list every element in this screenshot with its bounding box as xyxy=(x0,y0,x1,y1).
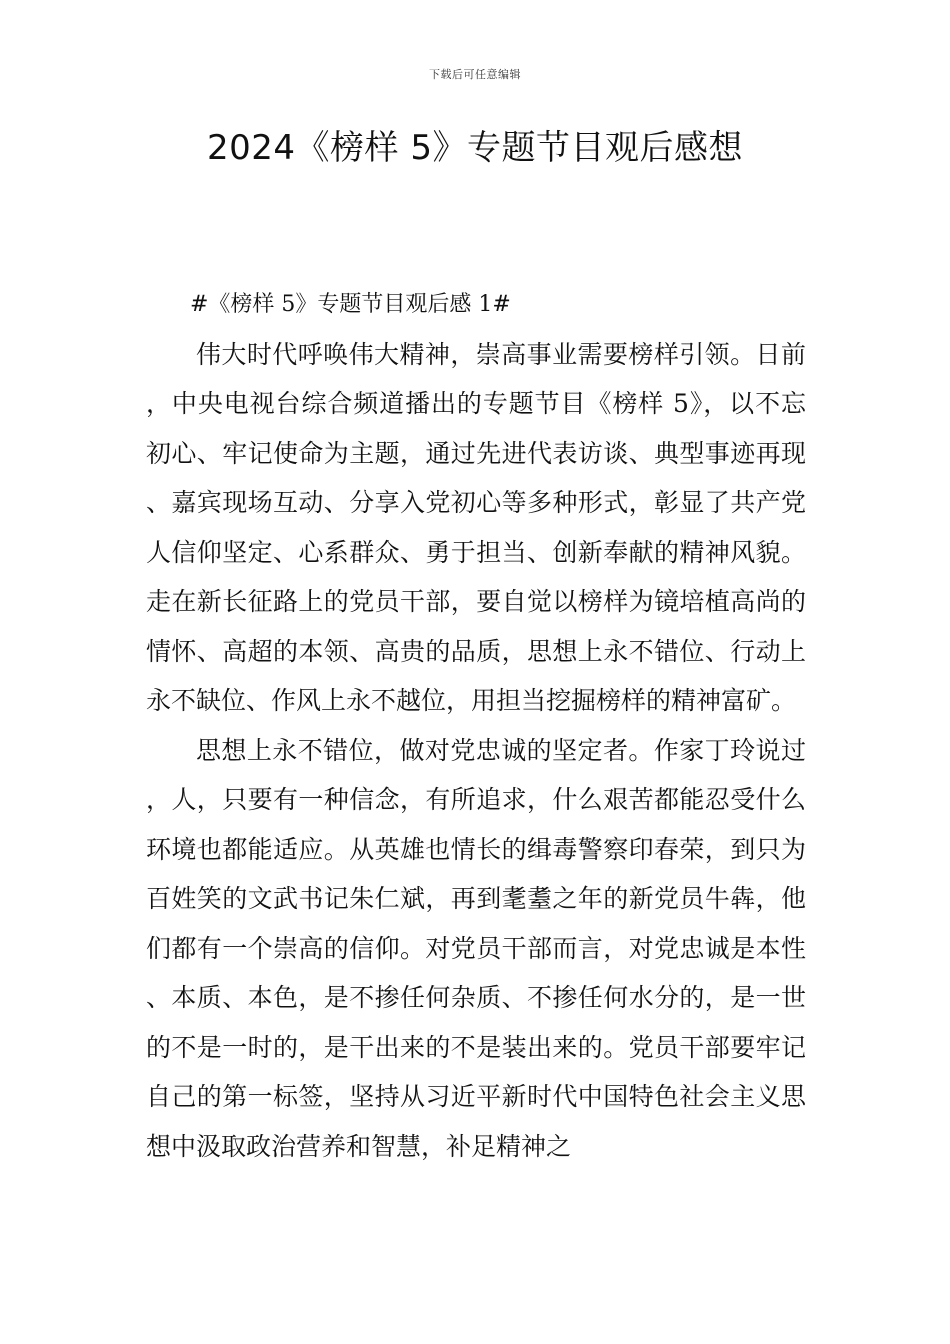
body-paragraph-2: 思想上永不错位，做对党忠诚的坚定者。作家丁玲说过，人，只要有一种信念，有所追求，什么艰苦都能忍受什么环境也都能适应。从英雄也情长的缉毒警察印春荣，到只为百姓笑的文武书记朱仁斌，再到耄耋之年的新党员牛犇，他们都有一个崇高的信仰。对党员干部而言，对党忠诚是本性、本质、本色，是不掺任何杂质、不掺任何水分的，是一世的不是一时的，是干出来的不是装出来的。党员干部要牢记自己的第一标签，坚持从习近平新时代中国特色社会主义思想中汲取政治营养和智慧，补足精神之 xyxy=(146,735,806,1161)
header-note: 下载后可任意编辑 xyxy=(429,68,521,81)
document-body xyxy=(146,280,806,1171)
section-heading: #《榜样 5》专题节目观后感 1# xyxy=(190,292,511,317)
document-title: 2024《榜样 5》专题节目观后感想 xyxy=(207,128,743,168)
body-paragraph-1: 伟大时代呼唤伟大精神，崇高事业需要榜样引领。日前，中央电视台综合频道播出的专题节目《榜样 5》，以不忘初心、牢记使命为主题，通过先进代表访谈、典型事迹再现、嘉宾现场互动、分享入党初心等多种形式，彰显了共产党人信仰坚定、心系群众、勇于担当、创新奉献的精神风貌。走在新长征路上的党员干部，要自觉以榜样为镜培植高尚的情怀、高超的本领、高贵的品质，思想上永不错位、行动上永不缺位、作风上永不越位，用担当挖掘榜样的精神富矿。 xyxy=(146,339,806,715)
